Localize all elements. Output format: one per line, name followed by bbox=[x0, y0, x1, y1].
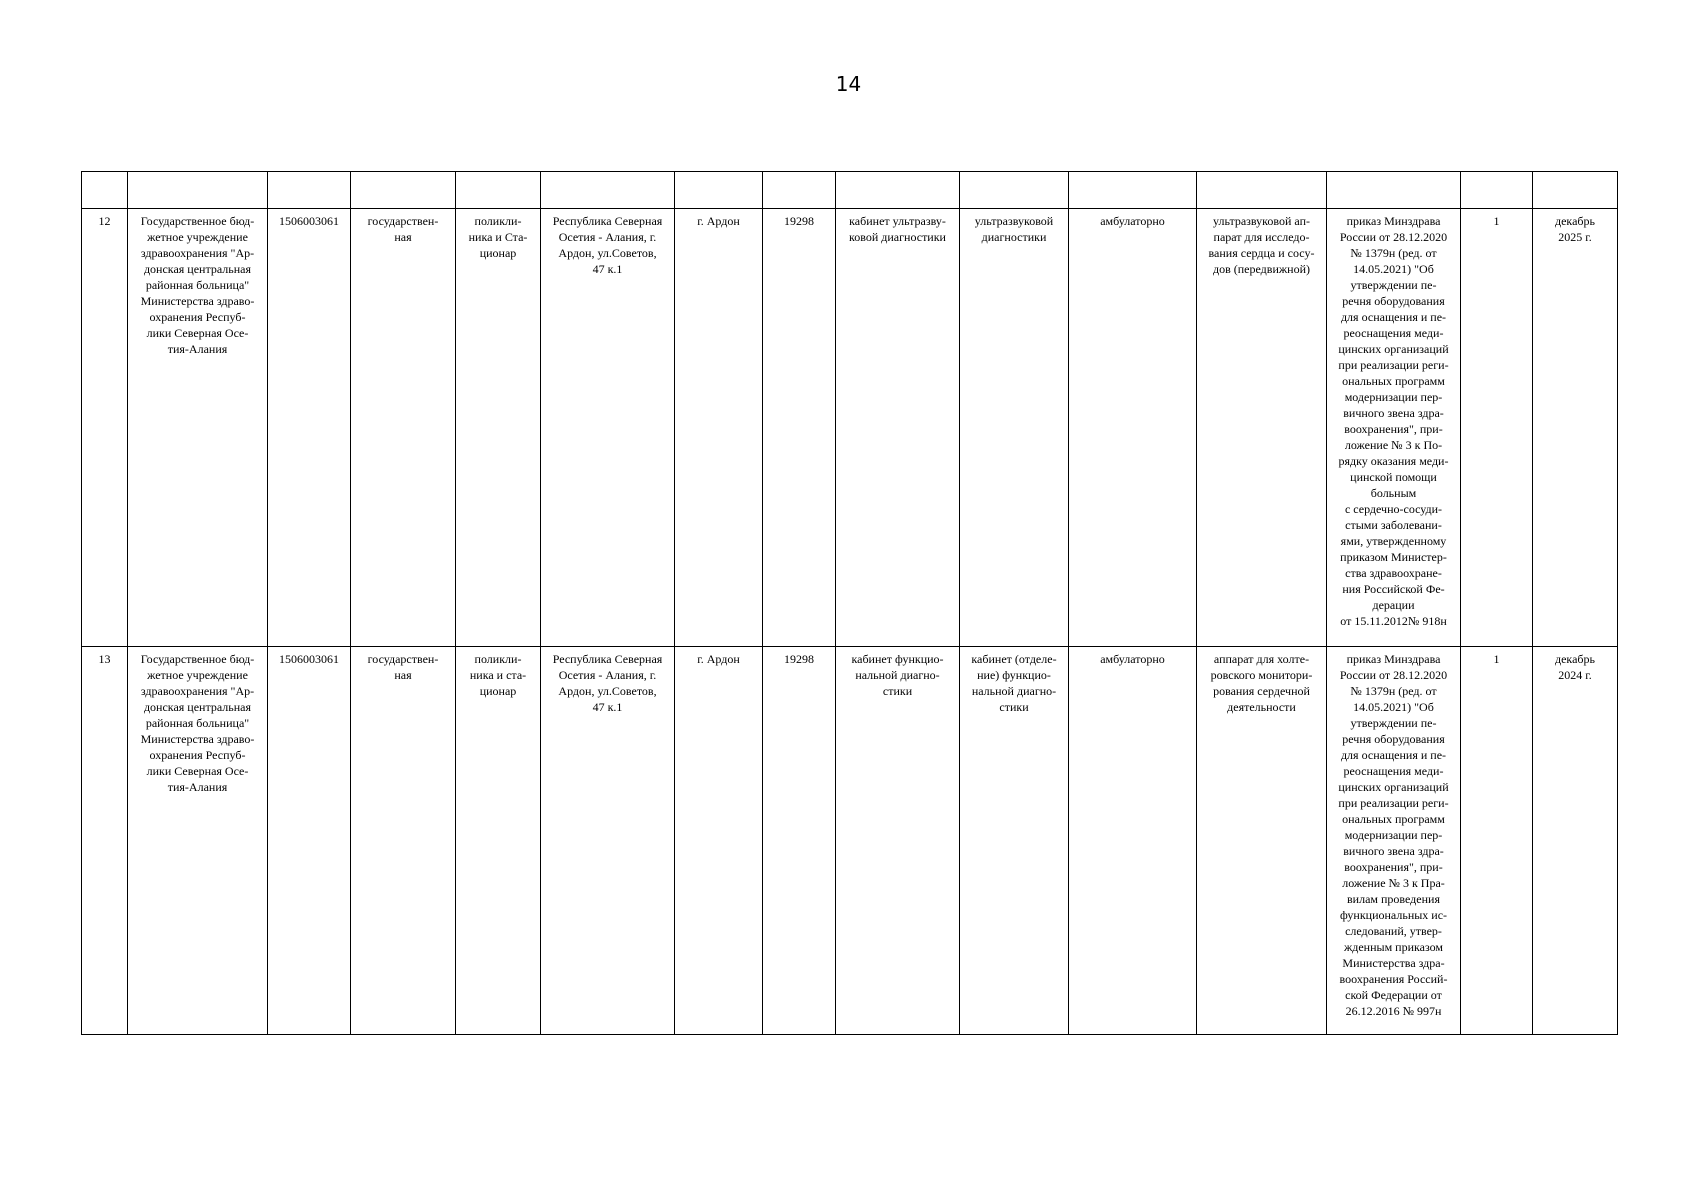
city-cell: г. Ардон bbox=[675, 209, 763, 647]
ownership-cell: государствен- ная bbox=[351, 647, 456, 1035]
header-cell bbox=[456, 172, 541, 209]
header-cell bbox=[836, 172, 960, 209]
equipment-cell: ультразвуковой ап- парат для исследо- вания сердца и сосу- дов (передвижной) bbox=[1197, 209, 1327, 647]
header-cell bbox=[541, 172, 675, 209]
profile-cell: кабинет (отделе- ние) функцио- нальной диагно- стики bbox=[960, 647, 1069, 1035]
address-cell: Республика Северная Осетия - Алания, г. Ардон, ул.Советов, 47 к.1 bbox=[541, 209, 675, 647]
header-cell bbox=[1069, 172, 1197, 209]
header-cell bbox=[268, 172, 351, 209]
facility-type-cell: поликли- ника и Ста- ционар bbox=[456, 209, 541, 647]
header-cell bbox=[960, 172, 1069, 209]
condition-cell: амбулаторно bbox=[1069, 209, 1197, 647]
header-cell bbox=[763, 172, 836, 209]
table-header-row bbox=[82, 172, 1618, 209]
equipment-cell: аппарат для холте- ровского монитори- рования сердечной деятельности bbox=[1197, 647, 1327, 1035]
equipment-table bbox=[81, 171, 1618, 1035]
city-cell: г. Ардон bbox=[675, 647, 763, 1035]
deadline-cell: декабрь 2025 г. bbox=[1533, 209, 1618, 647]
header-cell bbox=[1197, 172, 1327, 209]
condition-cell: амбулаторно bbox=[1069, 647, 1197, 1035]
population-cell: 19298 bbox=[763, 209, 836, 647]
organization-cell: Государственное бюд- жетное учреждение здравоохранения "Ар- донская центральная районная больница" Министерства здраво- охранения Респуб- лики Северная Осе- тия-Алания bbox=[128, 647, 268, 1035]
inn-cell: 1506003061 bbox=[268, 209, 351, 647]
address-cell: Республика Северная Осетия - Алания, г. Ардон, ул.Советов, 47 к.1 bbox=[541, 647, 675, 1035]
deadline-cell: декабрь 2024 г. bbox=[1533, 647, 1618, 1035]
ownership-cell: государствен- ная bbox=[351, 209, 456, 647]
quantity-cell: 1 bbox=[1461, 209, 1533, 647]
header-cell bbox=[675, 172, 763, 209]
basis-cell: приказ Минздрава России от 28.12.2020 № 1379н (ред. от 14.05.2021) "Об утверждении пе- речня оборудования для оснащения и пе- реоснащения меди- цинских организаций при реализации реги- ональных программ модернизации пер- вичного звена здра- воохранения", при- ложение № 3 к По- рядку оказания меди- цинской помощи больным с сердечно-сосуди- стыми заболевани- ями, утвержденному приказом Министер- ства здравоохране- ния Российской Фе- дерации от 15.11.2012№ 918н bbox=[1327, 209, 1461, 647]
table-row bbox=[82, 209, 1618, 647]
page-number: 14 bbox=[835, 72, 862, 96]
basis-cell: приказ Минздрава России от 28.12.2020 № 1379н (ред. от 14.05.2021) "Об утверждении пе- речня оборудования для оснащения и пе- реоснащения меди- цинских организаций при реализации реги- ональных программ модернизации пер- вичного звена здра- воохранения", при- ложение № 3 к Пра- вилам проведения функциональных ис- следований, утвер- жденным приказом Министерства здра- воохранения Россий- ской Федерации от 26.12.2016 № 997н bbox=[1327, 647, 1461, 1035]
header-cell bbox=[1461, 172, 1533, 209]
header-cell bbox=[128, 172, 268, 209]
inn-cell: 1506003061 bbox=[268, 647, 351, 1035]
profile-cell: ультразвуковой диагностики bbox=[960, 209, 1069, 647]
quantity-cell: 1 bbox=[1461, 647, 1533, 1035]
header-cell bbox=[1327, 172, 1461, 209]
facility-type-cell: поликли- ника и ста- ционар bbox=[456, 647, 541, 1035]
header-cell bbox=[82, 172, 128, 209]
table-row bbox=[82, 647, 1618, 1035]
row-number-cell: 13 bbox=[82, 647, 128, 1035]
organization-cell: Государственное бюд- жетное учреждение здравоохранения "Ар- донская центральная районная больница" Министерства здраво- охранения Респуб- лики Северная Осе- тия-Алания bbox=[128, 209, 268, 647]
header-cell bbox=[351, 172, 456, 209]
row-number-cell: 12 bbox=[82, 209, 128, 647]
header-cell bbox=[1533, 172, 1618, 209]
room-cell: кабинет ультразву- ковой диагностики bbox=[836, 209, 960, 647]
room-cell: кабинет функцио- нальной диагно- стики bbox=[836, 647, 960, 1035]
population-cell: 19298 bbox=[763, 647, 836, 1035]
